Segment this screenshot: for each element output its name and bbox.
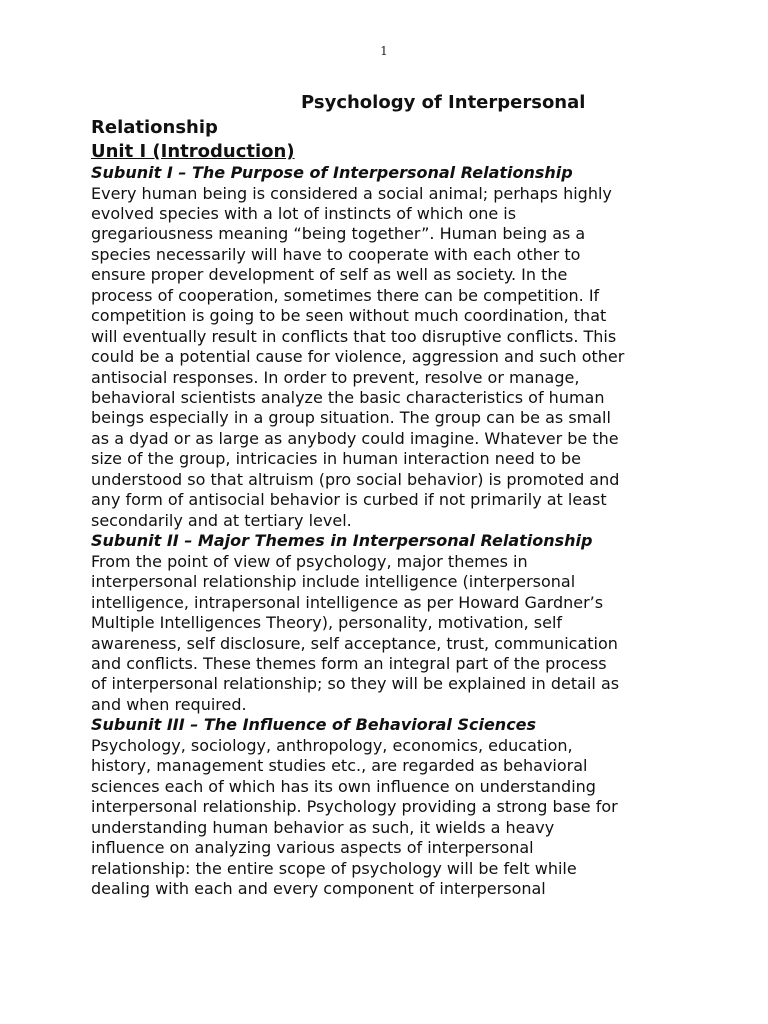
paragraph-line: antisocial responses. In order to prevent, resolve or manage, xyxy=(91,367,580,387)
subunit-heading: Subunit II – Major Themes in Interpersonal Relationship xyxy=(91,531,593,551)
section-paragraph xyxy=(91,184,691,532)
paragraph-line: competition is going to be seen without much coordination, that xyxy=(91,306,607,326)
paragraph-line: dealing with each and every component of interpersonal xyxy=(91,879,546,898)
paragraph-line: process of cooperation, sometimes there can be competition. If xyxy=(91,285,600,305)
paragraph-line: intelligence, intrapersonal intelligence as per Howard Gardner’s xyxy=(91,592,604,612)
paragraph-line: relationship: the entire scope of psychology will be felt while xyxy=(91,858,577,878)
paragraph-line: any form of antisocial behavior is curbed if not primarily at least xyxy=(91,490,607,510)
document-title-line-1: Psychology of Interpersonal xyxy=(301,92,586,113)
subunit-heading: Subunit III – The Influence of Behavioral Sciences xyxy=(91,715,537,735)
paragraph-line: could be a potential cause for violence, aggression and such other xyxy=(91,347,625,367)
paragraph-line: species necessarily will have to cooperate with each other to xyxy=(91,244,581,264)
paragraph-line: secondarily and at tertiary level. xyxy=(91,510,352,530)
paragraph-line: understanding human behavior as such, it wields a heavy xyxy=(91,817,555,837)
paragraph-line: influence on analyzing various aspects of interpersonal xyxy=(91,838,534,858)
paragraph-line: interpersonal relationship include intelligence (interpersonal xyxy=(91,572,576,592)
document-body xyxy=(91,90,691,899)
paragraph-line: Every human being is considered a social animal; perhaps highly xyxy=(91,183,612,203)
paragraph-line: ensure proper development of self as well as society. In the xyxy=(91,265,568,285)
subunit-heading: Subunit I – The Purpose of Interpersonal Relationship xyxy=(91,163,573,182)
paragraph-line: awareness, self disclosure, self acceptance, trust, communication xyxy=(91,633,618,653)
paragraph-line: size of the group, intricacies in human interaction need to be xyxy=(91,449,581,469)
paragraph-line: and conflicts. These themes form an integral part of the process xyxy=(91,653,607,673)
paragraph-line: as a dyad or as large as anybody could imagine. Whatever be the xyxy=(91,428,619,448)
sections-container xyxy=(91,163,691,899)
paragraph-line: and when required. xyxy=(91,694,247,714)
paragraph-line: behavioral scientists analyze the basic characteristics of human xyxy=(91,388,605,408)
paragraph-line: gregariousness meaning “being together”. Human being as a xyxy=(91,224,586,244)
page-number: 1 xyxy=(380,44,388,58)
section-paragraph xyxy=(91,552,691,716)
paragraph-line: interpersonal relationship. Psychology providing a strong base for xyxy=(91,797,618,817)
section-paragraph xyxy=(91,736,691,900)
paragraph-line: history, management studies etc., are regarded as behavioral xyxy=(91,756,588,776)
paragraph-line: Multiple Intelligences Theory), personality, motivation, self xyxy=(91,613,563,633)
paragraph-line: evolved species with a lot of instincts of which one is xyxy=(91,203,517,223)
paragraph-line: sciences each of which has its own influence on understanding xyxy=(91,776,596,796)
paragraph-line: From the point of view of psychology, major themes in xyxy=(91,551,528,571)
paragraph-line: will eventually result in conflicts that too disruptive conflicts. This xyxy=(91,326,617,346)
paragraph-line: of interpersonal relationship; so they will be explained in detail as xyxy=(91,674,620,694)
paragraph-line: Psychology, sociology, anthropology, economics, education, xyxy=(91,735,573,755)
paragraph-line: beings especially in a group situation. The group can be as small xyxy=(91,408,611,428)
document-title-line-2: Relationship xyxy=(91,117,218,138)
paragraph-line: understood so that altruism (pro social behavior) is promoted and xyxy=(91,469,620,489)
unit-heading: Unit I (Introduction) xyxy=(91,141,295,162)
